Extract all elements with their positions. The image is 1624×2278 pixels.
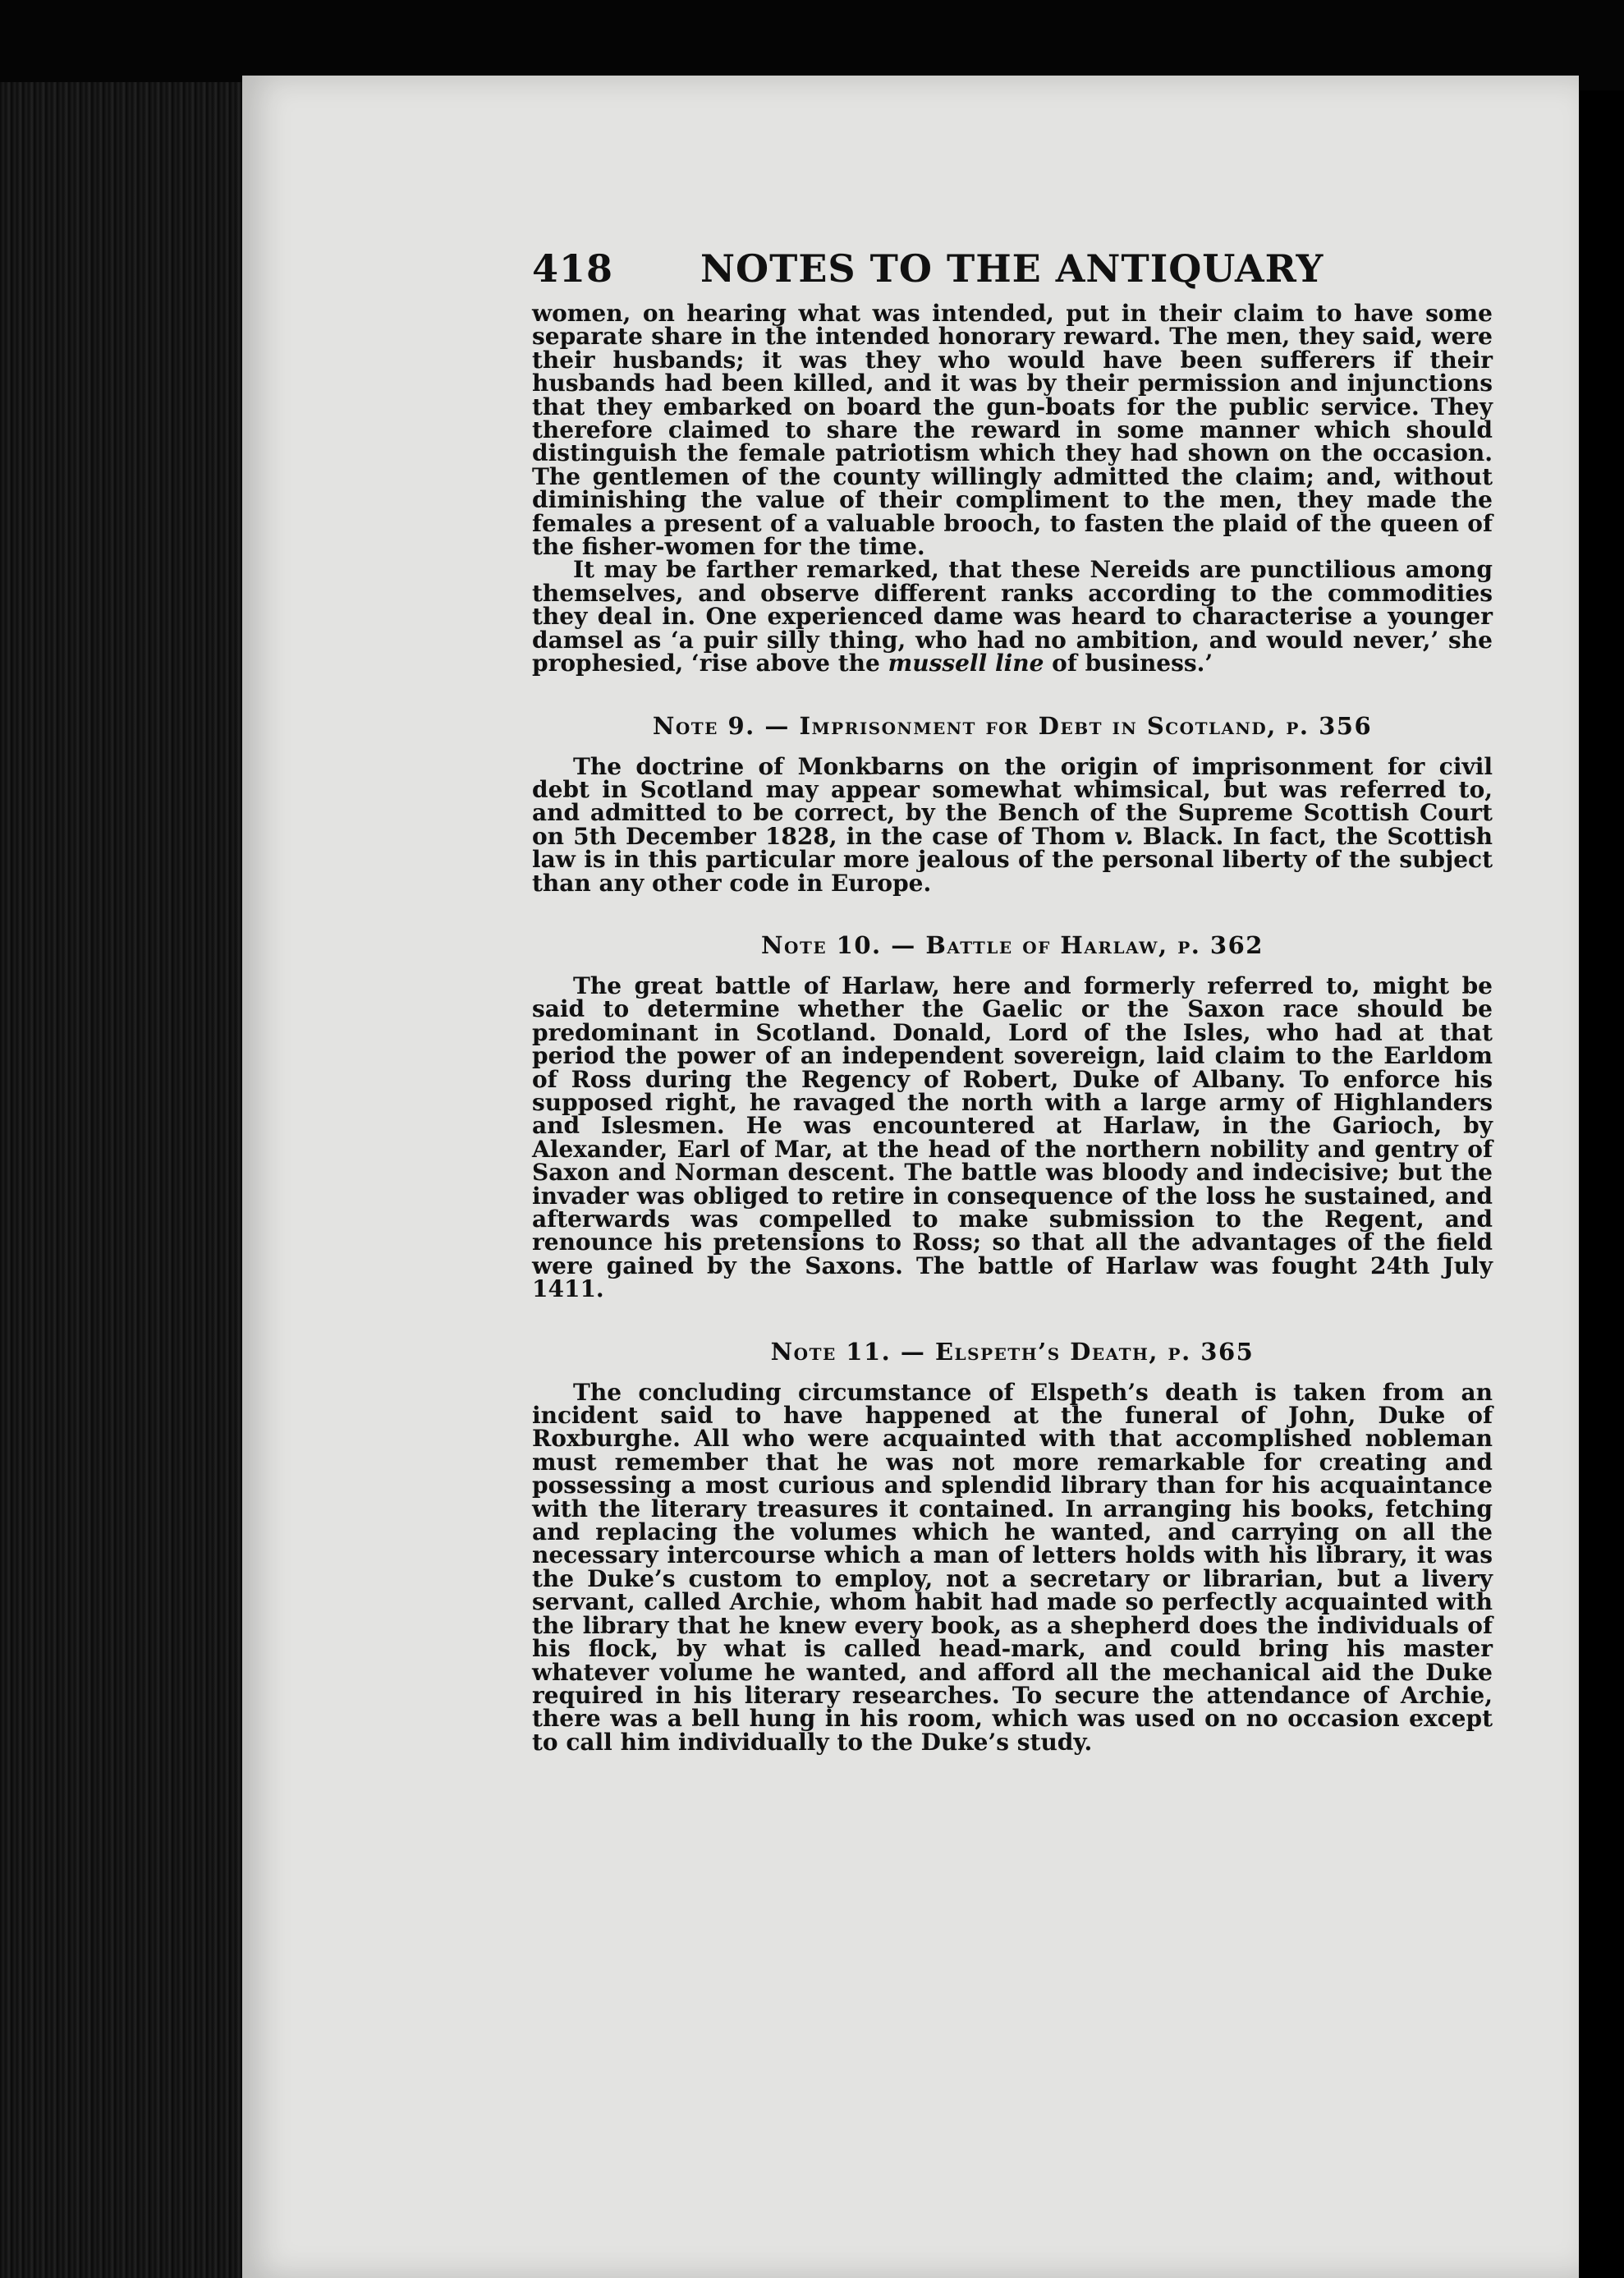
- book-spine: [0, 82, 250, 2278]
- page-number: 418: [532, 246, 614, 291]
- note-body-11: The concluding circumstance of Elspeth’s death is taken from an incident said to have happened at the funeral of John, Duke of Roxburghe. All who were acquainted with that accomplished nobleman must remember that he was not more remarkable for creating and possessing a most curious and splendid library than for his acquaintance with the literary treasures it contained. In arranging his books, fetching and replacing the volumes which he wanted, and carrying on all the necessary intercourse which a man of letters holds with his library, it was the Duke’s custom to employ, not a secretary or librarian, but a livery servant, called Archie, whom habit had made so perfectly acquainted with the library that he knew every book, as a shepherd does the individuals of his flock, by what is called head-mark, and could bring his master whatever volume he wanted, and afford all the mechanical aid the Duke required in his literary researches. To secure the attendance of Archie, there was a bell hung in his room, which was used on no occasion except to call him individually to the Duke’s study.: [532, 1378, 1493, 1756]
- page-content: [532, 246, 1493, 1754]
- running-title: NOTES TO THE ANTIQUARY: [700, 246, 1324, 291]
- italic-versus: v.: [1114, 822, 1134, 850]
- paragraph-nereids: It may be farther remarked, that these Nereids are punctilious among themselves, and observe different ranks according to the commodities they deal in. One experienced dame was heard to characterise a younger damsel as ‘a puir silly thing, who had no ambition, and would never,’ she prophesied, ‘rise above the mussell line of business.’: [532, 556, 1493, 677]
- running-head: [532, 246, 1493, 291]
- note-heading-11: Note 11. — Elspeth’s Death, p. 365: [770, 1337, 1255, 1366]
- note-heading-10: Note 10. — Battle of Harlaw, p. 362: [761, 930, 1264, 959]
- page-edge-shadow: [1579, 90, 1624, 2278]
- note-body-10: The great battle of Harlaw, here and formerly referred to, might be said to determine whether the Gaelic or the Saxon race should be predominant in Scotland. Donald, Lord of the Isles, who had at that period the power of an independent sovereign, laid claim to the Earldom of Ross during the Regency of Robert, Duke of Albany. To enforce his supposed right, he ravaged the north with a large army of Highlanders and Islesmen. He was encountered at Harlaw, in the Garioch, by Alexander, Earl of Mar, at the head of the northern nobility and gentry of Saxon and Norman descent. The battle was bloody and indecisive; but the invader was obliged to retire in consequence of the loss he sustained, and afterwards was compelled to make submission to the Regent, and renounce his pretensions to Ross; so that all the advantages of the field were gained by the Saxons. The battle of Harlaw was fought 24th July 1411.: [532, 971, 1493, 1303]
- note-heading-9: Note 9. — Imprisonment for Debt in Scotland, p. 356: [652, 711, 1373, 740]
- note-body-9: The doctrine of Monkbarns on the origin of imprisonment for civil debt in Scotland may appear somewhat whimsical, but was referred to, and admitted to be correct, by the Bench of the Supreme Scottish Court on 5th December 1828, in the case of Thom v. Black. In fact, the Scottish law is in this particular more jealous of the personal liberty of the subject than any other code in Europe.: [532, 752, 1493, 897]
- continued-paragraph: women, on hearing what was intended, put in their claim to have some separate share in the intended honorary reward. The men, they said, were their husbands; it was they who would have been sufferers if their husbands had been killed, and it was by their permission and injunctions that they embarked on board the gun-boats for the public service. They therefore claimed to share the reward in some manner which should distinguish the female patriotism which they had shown on the occasion. The gentlemen of the county willingly admitted the claim; and, without diminishing the value of their compliment to the men, they made the females a present of a valuable brooch, to fasten the plaid of the queen of the fisher-women for the time.: [532, 300, 1493, 561]
- italic-phrase: mussell line: [888, 650, 1044, 677]
